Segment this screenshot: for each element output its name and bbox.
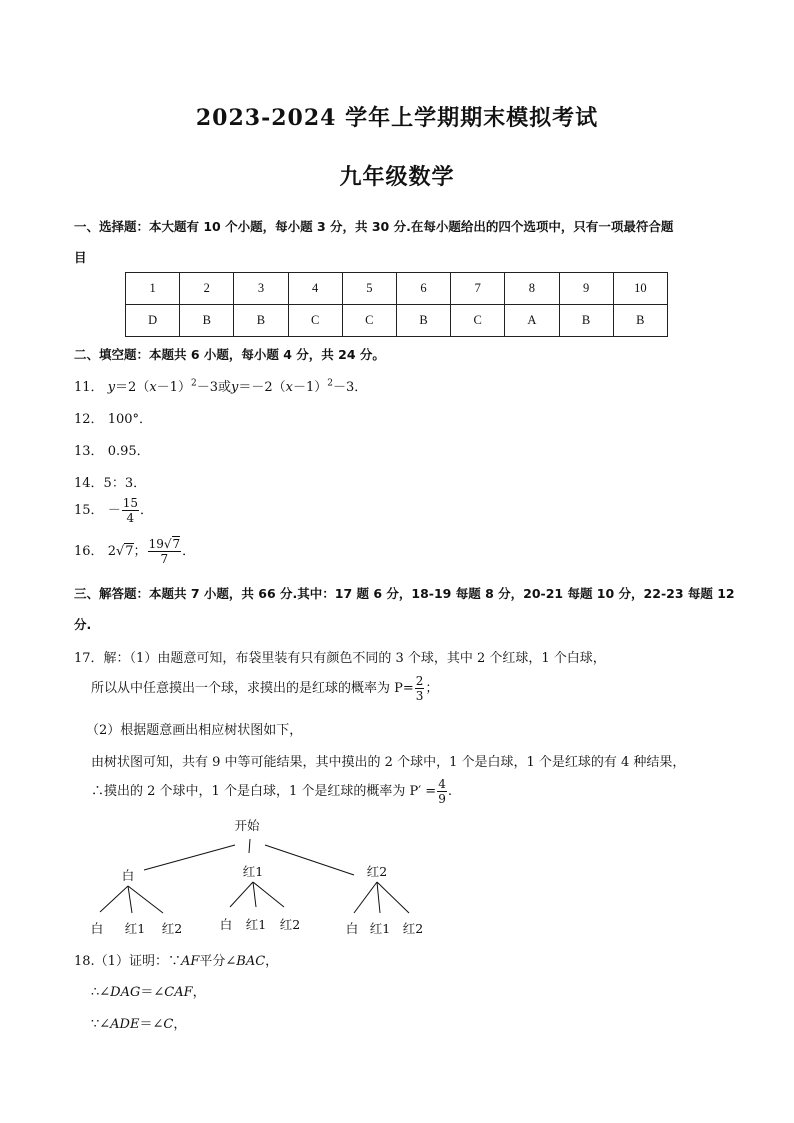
section2-heading: 二、填空题：本题共 6 小题，每小题 4 分，共 24 分。: [74, 347, 385, 362]
table-cell: B: [559, 305, 613, 337]
table-cell: 10: [613, 273, 667, 305]
table-cell: B: [234, 305, 288, 337]
tree-leaf: 白: [90, 921, 104, 936]
var: CAF: [164, 985, 193, 1000]
minus-sign: －: [107, 503, 121, 518]
text: 18.（1）证明：∵: [74, 954, 181, 969]
var: BAC: [236, 954, 266, 969]
separator: ；: [133, 544, 147, 559]
table-cell: D: [126, 305, 180, 337]
tree-edge: [128, 886, 132, 913]
expr-part: －1）: [156, 380, 191, 395]
table-cell: 8: [505, 273, 559, 305]
numerator: 4: [438, 777, 446, 791]
tree-edge: [253, 882, 284, 907]
answer-value: 100°．: [107, 412, 153, 427]
end-punct: ．: [139, 503, 153, 518]
expr-part: ＝－2（: [238, 380, 286, 395]
sqrt-sign: √: [163, 537, 172, 551]
radicand: 7: [172, 537, 181, 551]
tree-edge: [265, 845, 354, 875]
text: ，: [265, 954, 279, 969]
tree-leaf: 红2: [402, 921, 424, 936]
var-y: y: [107, 380, 116, 395]
coef: 2: [107, 544, 116, 559]
tree-leaf: 红1: [245, 917, 267, 932]
tree-edge: [377, 882, 380, 913]
table-cell: 6: [396, 273, 450, 305]
var-x: x: [149, 380, 157, 395]
tree-edge: [230, 882, 253, 907]
var-y: y: [230, 380, 239, 395]
denominator: 7: [160, 552, 169, 566]
tree-node-level1: 白: [121, 868, 135, 883]
expr-part: －1）: [292, 380, 328, 395]
table-cell: B: [396, 305, 450, 337]
numerator-coef: 19: [148, 537, 164, 551]
tree-leaf: 红2: [161, 921, 183, 936]
table-cell: 7: [451, 273, 505, 305]
expr-part: －3或: [196, 380, 231, 395]
section1-heading: 一、选择题：本大题有 10 个小题，每小题 3 分，共 30 分.在每小题给出的四个选项中，只有一项最符合题: [74, 219, 674, 234]
question-number: 12．: [74, 412, 104, 427]
exponent: 2: [190, 378, 197, 389]
tree-edge: [100, 886, 128, 912]
end-punct: ．: [182, 544, 196, 559]
question-number: 14．: [74, 476, 104, 491]
q18-line3: [91, 1013, 186, 1032]
text: ∴∠: [91, 985, 111, 1000]
question-number: 16．: [74, 544, 104, 559]
end-punct: ；: [425, 681, 439, 696]
answer-value: 0.95．: [107, 444, 150, 459]
var: DAG: [110, 985, 141, 1000]
question-number: 11．: [74, 380, 104, 395]
table-cell: C: [288, 305, 342, 337]
question-number: 13．: [74, 444, 104, 459]
tree-edge: [354, 882, 377, 913]
table-cell: 9: [559, 273, 613, 305]
q18-line1: [74, 950, 278, 969]
text: ＝∠: [140, 985, 165, 1000]
exponent: 2: [327, 378, 333, 389]
tree-leaf: 红1: [124, 921, 146, 936]
table-cell: 4: [288, 273, 342, 305]
sqrt-sign: √: [115, 544, 125, 559]
tree-leaf: 红2: [279, 917, 301, 932]
tree-edge: [128, 886, 163, 913]
text: ∵∠: [91, 1017, 111, 1032]
numerator: 15: [122, 496, 138, 510]
text: ，: [192, 985, 206, 1000]
section1-heading-cont: 目: [74, 250, 87, 265]
section3-heading-cont: 分.: [74, 617, 92, 632]
q17-line4: 由树状图可知，共有 9 中等可能结果，其中摸出的 2 个球中，1 个是白球，1 个是红球的有 4 种结果，: [91, 755, 686, 770]
text: ∴摸出的 2 个球中，1 个是白球，1 个是红球的概率为 P′ =: [91, 784, 437, 799]
var: ADE: [110, 1017, 140, 1032]
denominator: 4: [126, 511, 135, 525]
table-cell: B: [180, 305, 234, 337]
exam-title: 2023-2024 学年上学期期末模拟考试: [195, 105, 599, 131]
text: ＝∠: [139, 1017, 164, 1032]
expr-part: ＝2（: [115, 380, 150, 395]
q18-line2: [91, 981, 206, 1000]
var: C: [163, 1017, 174, 1032]
radicand: 7: [125, 544, 134, 559]
section3-heading: 三、解答题：本题共 7 小题，共 66 分.其中：17 题 6 分，18-19 每题 8 分，20-21 每题 10 分，22-23 每题 12: [74, 586, 735, 601]
table-cell: 1: [126, 273, 180, 305]
tree-node-level1: 红2: [366, 864, 388, 879]
tree-edge: [377, 882, 409, 913]
question-number: 15．: [74, 503, 104, 518]
tree-leaf: 白: [219, 917, 233, 932]
exam-subtitle: 九年级数学: [339, 164, 455, 190]
var-x: x: [285, 380, 293, 395]
tree-root-label: 开始: [234, 818, 260, 833]
table-cell: C: [451, 305, 505, 337]
tree-leaf: 白: [345, 921, 359, 936]
tree-leaf: 红1: [369, 921, 391, 936]
table-cell: C: [342, 305, 396, 337]
answer-value: 5：3．: [103, 476, 147, 491]
tree-node-level1: 红1: [242, 864, 264, 879]
table-cell: 2: [180, 273, 234, 305]
var: AF: [180, 954, 200, 969]
table-cell: 5: [342, 273, 396, 305]
q17-line3: （2）根据题意画出相应树状图如下，: [86, 723, 303, 738]
tree-edge: [253, 882, 256, 907]
text: 平分∠: [199, 954, 237, 969]
table-cell: 3: [234, 273, 288, 305]
tree-edge: [249, 839, 250, 853]
table-cell: A: [505, 305, 559, 337]
table-cell: B: [613, 305, 667, 337]
denominator: 9: [438, 792, 446, 806]
q17-line1: 17．解：（1）由题意可知，布袋里装有只有颜色不同的 3 个球，其中 2 个红球，1 个白球，: [74, 651, 606, 666]
numerator: 2: [415, 674, 424, 688]
text: 所以从中任意摸出一个球，求摸出的是红球的概率为 P=: [91, 681, 414, 696]
text: ，: [173, 1017, 187, 1032]
end-punct: .: [447, 784, 452, 799]
tree-edge: [144, 845, 235, 870]
denominator: 3: [415, 689, 424, 703]
expr-part: －3．: [332, 380, 368, 395]
